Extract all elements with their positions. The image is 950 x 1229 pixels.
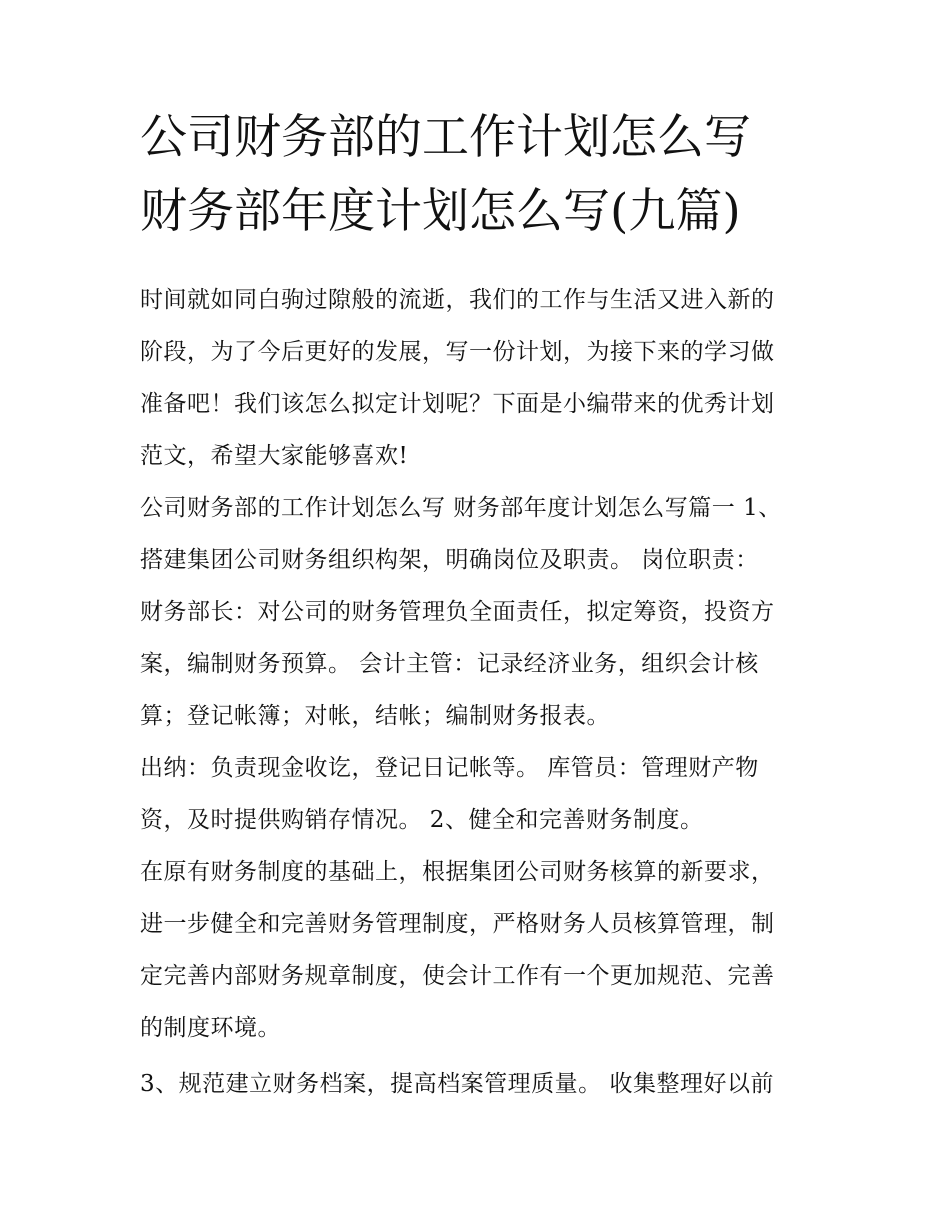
text-line: 搭建集团公司财务组织构架，明确岗位及职责。 岗位职责： bbox=[140, 547, 759, 573]
text-line: 资，及时提供购销存情况。 2、健全和完善财务制度。 bbox=[140, 807, 704, 833]
paragraph-cashier bbox=[140, 742, 840, 846]
text-line: 准备吧！我们该怎么拟定计划呢？下面是小编带来的优秀计划 bbox=[140, 391, 775, 417]
title-line: 公司财务部的工作计划怎么写 bbox=[140, 110, 751, 165]
text-line: 算；登记帐簿；对帐，结帐；编制财务报表。 bbox=[140, 703, 610, 729]
paragraph-intro bbox=[140, 274, 840, 482]
paragraph-system bbox=[140, 846, 840, 1054]
text-line: 的制度环境。 bbox=[140, 1015, 281, 1041]
text-line: 出纳：负责现金收讫，登记日记帐等。 库管员：管理财产物 bbox=[140, 755, 759, 781]
text-line: 范文，希望大家能够喜欢! bbox=[140, 443, 409, 469]
paragraph-section-one bbox=[140, 482, 840, 742]
title-line: 财务部年度计划怎么写(九篇) bbox=[140, 184, 741, 239]
document-body bbox=[140, 274, 840, 1110]
text-line: 3、规范建立财务档案，提高档案管理质量。 收集整理好以前 bbox=[140, 1071, 774, 1097]
text-line: 定完善内部财务规章制度，使会计工作有一个更加规范、完善 bbox=[140, 963, 775, 989]
document-title bbox=[140, 112, 840, 260]
text-line: 时间就如同白驹过隙般的流逝，我们的工作与生活又进入新的 bbox=[140, 287, 775, 313]
paragraph-archive bbox=[140, 1058, 840, 1110]
text-line: 公司财务部的工作计划怎么写 财务部年度计划怎么写篇一 1、 bbox=[140, 495, 782, 521]
text-line: 案，编制财务预算。 会计主管：记录经济业务，组织会计核 bbox=[140, 651, 759, 677]
text-line: 进一步健全和完善财务管理制度，严格财务人员核算管理，制 bbox=[140, 911, 775, 937]
text-line: 阶段，为了今后更好的发展，写一份计划，为接下来的学习做 bbox=[140, 339, 775, 365]
text-line: 财务部长：对公司的财务管理负全面责任，拟定筹资，投资方 bbox=[140, 599, 775, 625]
text-line: 在原有财务制度的基础上，根据集团公司财务核算的新要求， bbox=[140, 859, 775, 885]
